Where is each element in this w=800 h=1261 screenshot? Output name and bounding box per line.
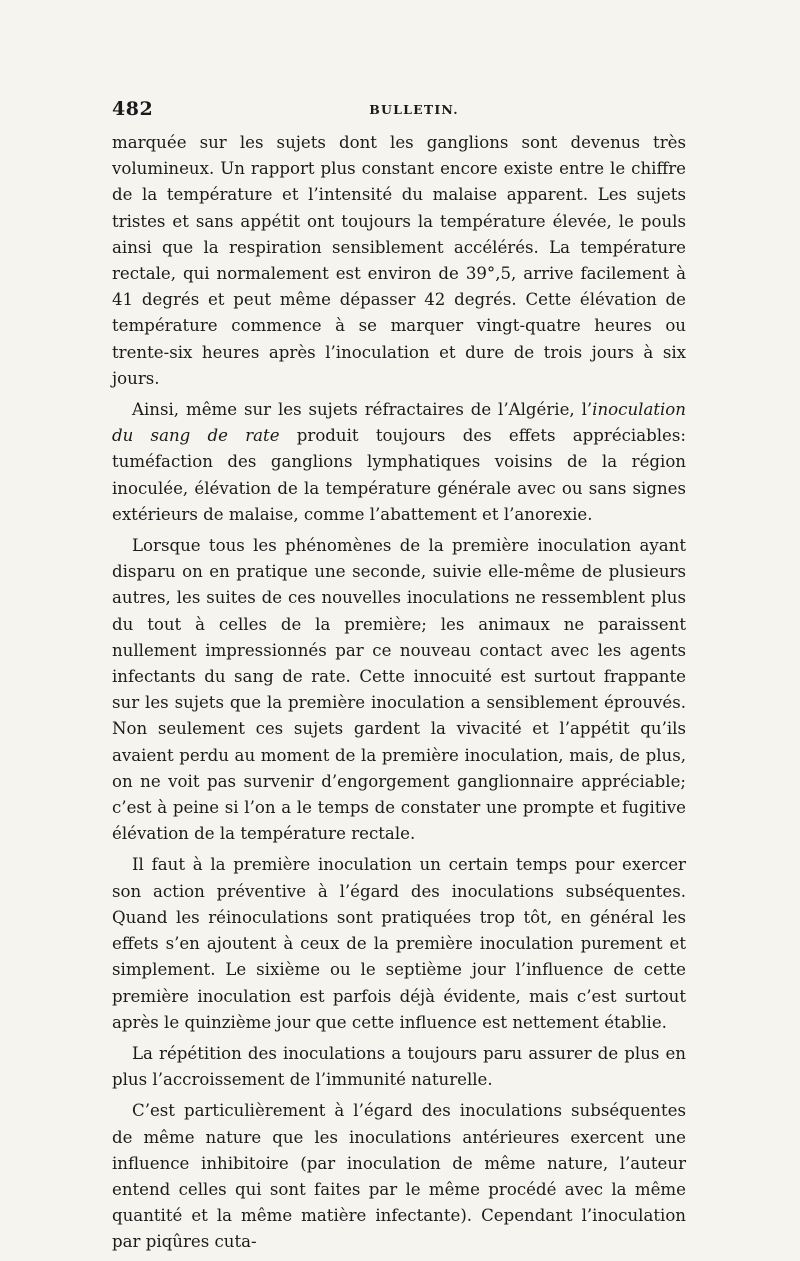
paragraph-il-faut: Il faut à la première inoculation un certain temps pour exercer son action préventive à l’égard des inoculations subséquentes. Quand les réinoculations sont pratiquées trop tôt, en général les effets s’en ajoutent à ceux de la première inoculation purement et simplement. Le sixième ou le septième jour l’influence de cette première inoculation est parfois déjà évidente, mais c’est surtout après le quinzième jour que cette influence est nettement établie. xyxy=(112,855,686,1032)
italic-phrase: inoculation du sang de rate xyxy=(112,400,686,446)
running-title: BULLETIN. xyxy=(369,102,459,117)
book-page xyxy=(112,98,686,1261)
paragraph-continued: marquée sur les sujets dont les ganglions sont devenus très volumineux. Un rapport plus constant encore existe entre le chiffre de la température et l’intensité du malaise apparent. Les sujets tristes et sans appétit ont toujours la température élevée, le pouls ainsi que la respiration sensiblement accélérés. La température rectale, qui normalement est environ de 39°,5, arrive facilement à 41 degrés et peut même dépasser 42 degrés. Cette élévation de température commence à se marquer vingt-quatre heures ou trente-six heures après l’inoculation et dure de trois jours à six jours. xyxy=(112,133,686,388)
paragraph-repetition: La répétition des inoculations a toujours paru assurer de plus en plus l’accroissement de l’immunité naturelle. xyxy=(112,1043,686,1090)
paragraph-text: Ainsi, même sur les sujets réfractaires de l’Algérie, l’ xyxy=(132,400,593,420)
page-number: 482 xyxy=(112,98,154,120)
paragraph-lorsque: Lorsque tous les phénomènes de la première inoculation ayant disparu on en pratique une seconde, suivie elle-même de plusieurs autres, les suites de ces nouvelles inoculations ne ressemblent plus du tout à celles de la première; les animaux ne paraissent nullement impressionnés par ce nouveau contact avec les agents infectants du sang de rate. Cette innocuité est surtout frappante sur les sujets que la première inoculation a sensiblement éprouvés. Non seulement ces sujets gardent la vivacité et l’appétit qu’ils avaient perdu au moment de la première inoculation, mais, de plus, on ne voit pas survenir d’engorgement ganglionnaire appréciable; c’est à peine si l’on a le temps de constater une prompte et fugitive élévation de la température rectale. xyxy=(112,536,686,844)
page-header xyxy=(112,98,686,128)
paragraph-particulierement: C’est particulièrement à l’égard des inoculations subséquentes de même nature que les inoculations antérieures exercent une influence inhibitoire (par inoculation de même nature, l’auteur entend celles qui sont faites par le même procédé avec la même quantité et la même matière infectante). Cependant l’inoculation par piqûres cuta- xyxy=(112,1101,686,1252)
paragraph-ainsi xyxy=(112,397,686,528)
paragraph-text: produit toujours des effets appréciables: tuméfaction des ganglions lymphatiques voisins de la région inoculée, élévation de la température générale avec ou sans signes extérieurs de malaise, comme l’abattement et l’anorexie. xyxy=(112,426,686,524)
body-text xyxy=(112,130,686,1256)
